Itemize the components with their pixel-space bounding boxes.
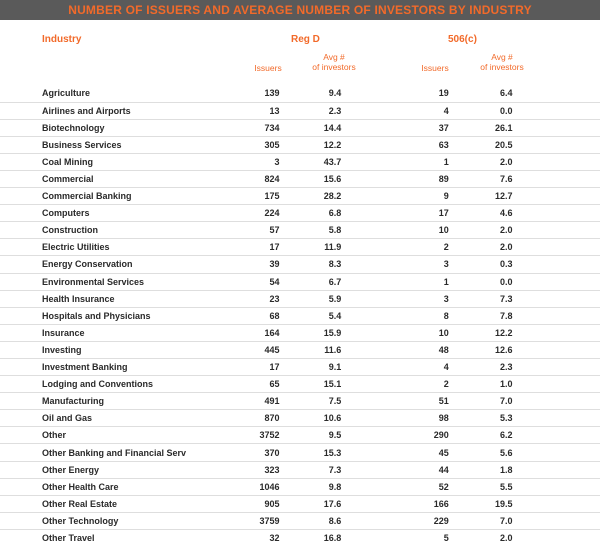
table-row xyxy=(0,529,600,546)
regd-issuers-cell: 139 xyxy=(264,88,280,99)
regd-issuers-cell: 224 xyxy=(242,205,280,222)
506c-avg-cell: 0.3 xyxy=(449,256,513,273)
regd-avg-cell: 5.4 xyxy=(280,307,342,324)
506c-issuers-cell: 290 xyxy=(341,427,448,444)
506c-issuers-cell: 37 xyxy=(341,119,448,136)
industry-cell: Lodging and Conventions xyxy=(0,376,242,393)
regd-avg-cell: 10.6 xyxy=(280,410,342,427)
industry-table xyxy=(0,85,600,547)
regd-avg-cell: 5.9 xyxy=(280,290,342,307)
506c-issuers-cell: 45 xyxy=(341,444,448,461)
506c-avg-cell: 7.6 xyxy=(449,170,513,187)
506c-issuers-cell: 10 xyxy=(341,222,448,239)
table-row xyxy=(0,290,600,307)
industry-cell: Other Banking and Financial Serv xyxy=(0,444,242,461)
row-spacer xyxy=(512,461,600,478)
506c-avg-cell: 5.6 xyxy=(449,444,513,461)
table-row xyxy=(0,119,600,136)
regd-issuers-cell: 824 xyxy=(242,170,280,187)
row-spacer xyxy=(512,376,600,393)
regd-issuers-cell: 13 xyxy=(242,102,280,119)
506c-issuers-cell: 1 xyxy=(341,273,448,290)
row-spacer xyxy=(512,393,600,410)
row-spacer xyxy=(512,444,600,461)
industry-cell: Environmental Services xyxy=(0,273,242,290)
table-row xyxy=(0,153,600,170)
industry-cell: Insurance xyxy=(0,324,242,341)
industry-cell: Other Health Care xyxy=(0,478,242,495)
table-row xyxy=(0,256,600,273)
506c-avg-cell: 6.2 xyxy=(449,427,513,444)
506c-avg-cell: 6.4 xyxy=(499,88,513,99)
industry-cell: Computers xyxy=(0,205,242,222)
506c-issuers-cell: 3 xyxy=(341,256,448,273)
table-title: NUMBER OF ISSUERS AND AVERAGE NUMBER OF INVESTORS BY INDUSTRY xyxy=(0,0,600,20)
regd-issuers-cell: 305 xyxy=(242,136,280,153)
506c-issuers-cell: 2 xyxy=(341,239,448,256)
regd-avg-cell: 8.3 xyxy=(280,256,342,273)
regd-issuers-header: Issuers xyxy=(254,63,282,73)
regd-avg-cell: 43.7 xyxy=(280,153,342,170)
industry-cell: Biotechnology xyxy=(0,119,242,136)
506c-avg-cell: 12.2 xyxy=(449,324,513,341)
industry-cell: Oil and Gas xyxy=(0,410,242,427)
506c-issuers-cell: 10 xyxy=(341,324,448,341)
regd-issuers-cell: 445 xyxy=(242,341,280,358)
industry-cell: Electric Utilities xyxy=(0,239,242,256)
row-spacer xyxy=(512,273,600,290)
regd-issuers-cell: 164 xyxy=(242,324,280,341)
industry-cell: Other xyxy=(0,427,242,444)
row-spacer xyxy=(512,222,600,239)
regd-issuers-cell: 23 xyxy=(242,290,280,307)
506c-avg-cell: 7.0 xyxy=(449,512,513,529)
506c-avg-cell: 2.0 xyxy=(449,239,513,256)
506c-avg-cell: 2.0 xyxy=(449,222,513,239)
table-row xyxy=(0,359,600,376)
506c-issuers-cell: 63 xyxy=(341,136,448,153)
table-row xyxy=(0,478,600,495)
506c-header: 506(c) xyxy=(448,34,477,45)
row-spacer xyxy=(512,529,600,546)
506c-avg-header xyxy=(474,52,530,72)
506c-avg-cell: 20.5 xyxy=(449,136,513,153)
regd-avg-cell: 9.5 xyxy=(280,427,342,444)
506c-avg-cell: 19.5 xyxy=(449,495,513,512)
regd-issuers-cell: 175 xyxy=(242,188,280,205)
506c-avg-cell: 2.0 xyxy=(449,529,513,546)
table-row xyxy=(0,102,600,119)
regd-avg-cell: 11.9 xyxy=(280,239,342,256)
industry-cell: Commercial xyxy=(0,170,242,187)
regd-issuers-cell: 1046 xyxy=(242,478,280,495)
regd-avg-header-line1: Avg # xyxy=(323,52,345,62)
table-row xyxy=(0,461,600,478)
506c-avg-cell: 1.8 xyxy=(449,461,513,478)
506c-avg-cell: 2.0 xyxy=(449,153,513,170)
regd-avg-cell: 7.5 xyxy=(280,393,342,410)
regd-avg-cell: 15.3 xyxy=(280,444,342,461)
table-row xyxy=(0,85,600,102)
regd-issuers-cell: 57 xyxy=(242,222,280,239)
506c-issuers-cell: 51 xyxy=(341,393,448,410)
regd-avg-cell: 15.1 xyxy=(280,376,342,393)
regd-issuers-cell: 870 xyxy=(242,410,280,427)
table-row xyxy=(0,341,600,358)
regd-avg-cell: 9.8 xyxy=(280,478,342,495)
regd-issuers-cell: 491 xyxy=(242,393,280,410)
table-row xyxy=(0,222,600,239)
table-header xyxy=(0,20,600,82)
506c-issuers-cell: 229 xyxy=(341,512,448,529)
506c-issuers-cell: 17 xyxy=(341,205,448,222)
industry-cell: Business Services xyxy=(0,136,242,153)
row-spacer xyxy=(512,307,600,324)
industry-header: Industry xyxy=(42,34,82,45)
506c-avg-cell: 7.0 xyxy=(449,393,513,410)
regd-avg-cell: 9.1 xyxy=(280,359,342,376)
row-spacer xyxy=(512,239,600,256)
regd-avg-header xyxy=(306,52,362,72)
table-row xyxy=(0,495,600,512)
row-spacer xyxy=(512,512,600,529)
506c-avg-cell: 1.0 xyxy=(449,376,513,393)
industry-cell: Health Insurance xyxy=(0,290,242,307)
506c-avg-cell: 7.8 xyxy=(449,307,513,324)
regd-issuers-cell: 54 xyxy=(242,273,280,290)
506c-avg-cell: 12.7 xyxy=(449,188,513,205)
row-spacer xyxy=(512,341,600,358)
506c-avg-cell: 4.6 xyxy=(449,205,513,222)
row-spacer xyxy=(512,427,600,444)
row-spacer xyxy=(512,153,600,170)
regd-avg-cell: 15.6 xyxy=(280,170,342,187)
regd-avg-cell: 6.7 xyxy=(280,273,342,290)
regd-avg-cell: 15.9 xyxy=(280,324,342,341)
regd-header: Reg D xyxy=(291,34,320,45)
table-row xyxy=(0,136,600,153)
industry-cell: Hospitals and Physicians xyxy=(0,307,242,324)
industry-cell: Construction xyxy=(0,222,242,239)
506c-issuers-cell: 5 xyxy=(341,529,448,546)
regd-avg-cell: 5.8 xyxy=(280,222,342,239)
industry-cell: Investment Banking xyxy=(0,359,242,376)
table-body xyxy=(0,85,600,547)
row-spacer xyxy=(512,85,600,102)
regd-avg-cell: 17.6 xyxy=(280,495,342,512)
506c-issuers-cell: 19 xyxy=(438,88,449,99)
row-spacer xyxy=(512,170,600,187)
506c-avg-cell: 7.3 xyxy=(449,290,513,307)
506c-avg-cell: 0.0 xyxy=(449,273,513,290)
regd-issuers-cell: 905 xyxy=(242,495,280,512)
regd-issuers-cell: 323 xyxy=(242,461,280,478)
506c-issuers-cell: 1 xyxy=(341,153,448,170)
table-row xyxy=(0,427,600,444)
row-spacer xyxy=(512,359,600,376)
row-spacer xyxy=(512,410,600,427)
506c-issuers-cell: 44 xyxy=(341,461,448,478)
row-spacer xyxy=(512,256,600,273)
regd-avg-cell: 14.4 xyxy=(280,119,342,136)
506c-avg-header-line1: Avg # xyxy=(491,52,513,62)
506c-issuers-cell: 166 xyxy=(341,495,448,512)
industry-cell: Agriculture xyxy=(42,88,91,99)
regd-issuers-cell: 370 xyxy=(242,444,280,461)
row-spacer xyxy=(512,495,600,512)
row-spacer xyxy=(512,136,600,153)
industry-cell: Other Travel xyxy=(0,529,242,546)
regd-issuers-cell: 65 xyxy=(242,376,280,393)
506c-avg-cell: 2.3 xyxy=(449,359,513,376)
row-spacer xyxy=(512,188,600,205)
506c-avg-cell: 5.5 xyxy=(449,478,513,495)
table-row xyxy=(0,376,600,393)
506c-issuers-cell: 48 xyxy=(341,341,448,358)
table-row xyxy=(0,170,600,187)
506c-avg-cell: 5.3 xyxy=(449,410,513,427)
506c-issuers-cell: 4 xyxy=(341,359,448,376)
regd-avg-cell: 28.2 xyxy=(280,188,342,205)
506c-issuers-header: Issuers xyxy=(421,63,449,73)
506c-avg-cell: 26.1 xyxy=(449,119,513,136)
506c-avg-header-line2: of investors xyxy=(480,62,524,72)
table-row xyxy=(0,512,600,529)
table-row xyxy=(0,444,600,461)
table-row xyxy=(0,188,600,205)
row-spacer xyxy=(512,119,600,136)
industry-cell: Commercial Banking xyxy=(0,188,242,205)
industry-cell: Airlines and Airports xyxy=(0,102,242,119)
row-spacer xyxy=(512,478,600,495)
regd-issuers-cell: 68 xyxy=(242,307,280,324)
regd-avg-cell: 6.8 xyxy=(280,205,342,222)
regd-avg-header-line2: of investors xyxy=(312,62,356,72)
row-spacer xyxy=(512,324,600,341)
regd-issuers-cell: 734 xyxy=(242,119,280,136)
table-row xyxy=(0,393,600,410)
regd-issuers-cell: 3752 xyxy=(242,427,280,444)
regd-issuers-cell: 17 xyxy=(242,359,280,376)
regd-issuers-cell: 32 xyxy=(242,529,280,546)
regd-issuers-cell: 17 xyxy=(242,239,280,256)
506c-issuers-cell: 98 xyxy=(341,410,448,427)
regd-avg-cell: 2.3 xyxy=(280,102,342,119)
506c-issuers-cell: 2 xyxy=(341,376,448,393)
506c-issuers-cell: 8 xyxy=(341,307,448,324)
506c-avg-cell: 0.0 xyxy=(449,102,513,119)
industry-cell: Energy Conservation xyxy=(0,256,242,273)
regd-avg-cell: 11.6 xyxy=(280,341,342,358)
506c-issuers-cell: 3 xyxy=(341,290,448,307)
regd-avg-cell: 7.3 xyxy=(280,461,342,478)
table-row xyxy=(0,307,600,324)
row-spacer xyxy=(512,290,600,307)
row-spacer xyxy=(512,205,600,222)
industry-cell: Manufacturing xyxy=(0,393,242,410)
regd-issuers-cell: 3 xyxy=(242,153,280,170)
regd-issuers-cell: 3759 xyxy=(242,512,280,529)
table-row xyxy=(0,324,600,341)
industry-cell: Coal Mining xyxy=(0,153,242,170)
regd-avg-cell: 12.2 xyxy=(280,136,342,153)
row-spacer xyxy=(512,102,600,119)
industry-cell: Other Real Estate xyxy=(0,495,242,512)
506c-avg-cell: 12.6 xyxy=(449,341,513,358)
506c-issuers-cell: 52 xyxy=(341,478,448,495)
industry-cell: Investing xyxy=(0,341,242,358)
506c-issuers-cell: 4 xyxy=(341,102,448,119)
regd-avg-cell: 9.4 xyxy=(328,88,342,99)
regd-avg-cell: 16.8 xyxy=(280,529,342,546)
industry-cell: Other Technology xyxy=(0,512,242,529)
regd-issuers-cell: 39 xyxy=(242,256,280,273)
table-row xyxy=(0,239,600,256)
industry-cell: Other Energy xyxy=(0,461,242,478)
table-row xyxy=(0,205,600,222)
506c-issuers-cell: 89 xyxy=(341,170,448,187)
506c-issuers-cell: 9 xyxy=(341,188,448,205)
table-row xyxy=(0,273,600,290)
regd-avg-cell: 8.6 xyxy=(280,512,342,529)
table-row xyxy=(0,410,600,427)
